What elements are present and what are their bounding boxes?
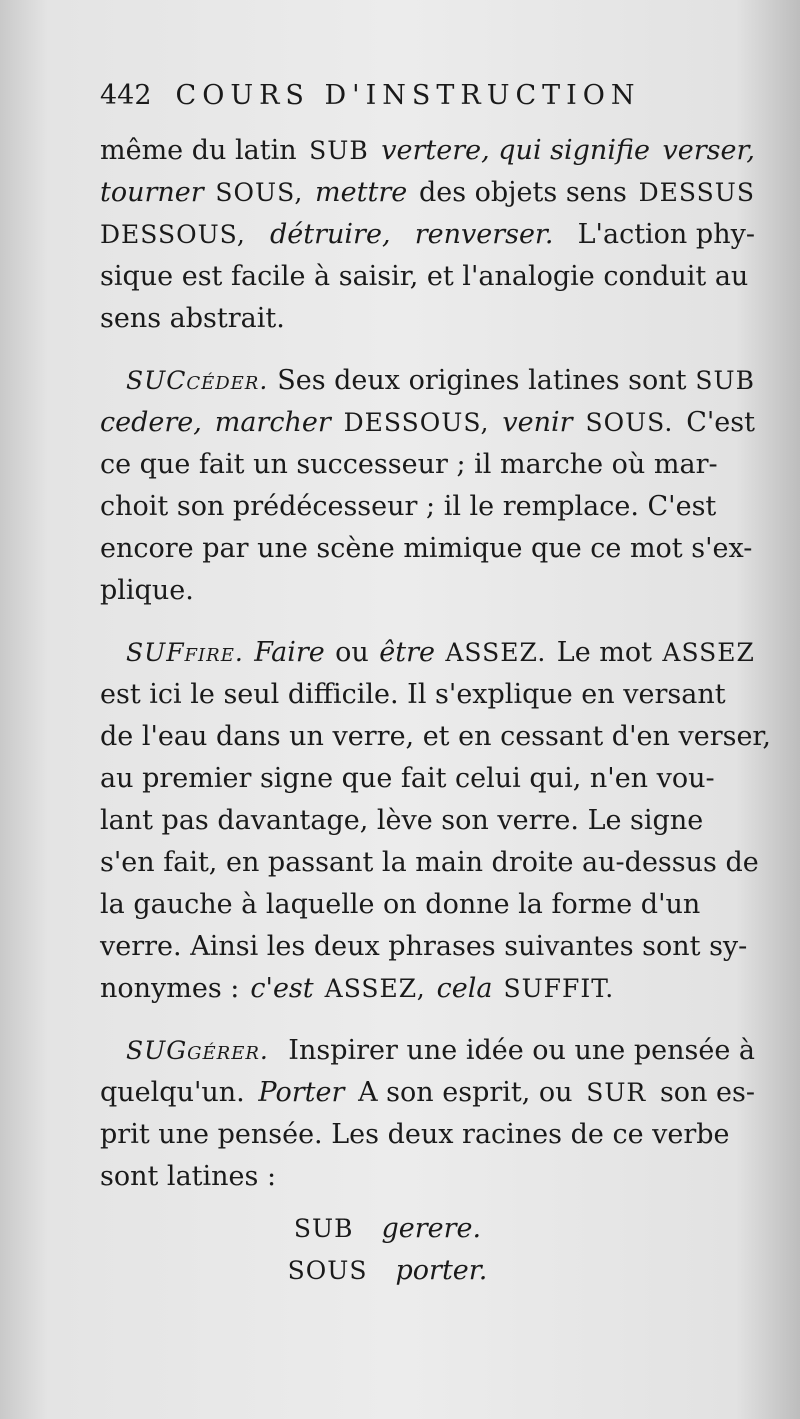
text-line: plique.: [100, 575, 194, 606]
text-line: de l'eau dans un verre, et en cessant d'en verser,: [100, 721, 771, 752]
page-number: 442: [100, 80, 152, 111]
text-line: s'en fait, en passant la main droite au-dessus de: [100, 847, 759, 878]
text-line: la gauche à laquelle on donne la forme d'un: [100, 889, 701, 920]
body-text: [100, 130, 771, 1292]
text-line: sont latines :: [100, 1161, 277, 1192]
text-line: tourner SOUS, mettre des objets sens DESSUS: [100, 177, 755, 208]
text-line: sens abstrait.: [100, 303, 285, 334]
running-title: COURS D'INSTRUCTION: [175, 80, 641, 111]
example-sub-gerere: SUB gerere.: [293, 1213, 482, 1244]
text-line: nonymes : c'est ASSEZ, cela SUFFIT.: [100, 973, 615, 1004]
text-line: ce que fait un successeur ; il marche où mar-: [100, 449, 718, 480]
text-line: même du latin SUB vertere, qui signifie verser,: [100, 135, 755, 166]
text-line: choit son prédécesseur ; il le remplace. C'est: [100, 491, 717, 522]
text-line: est ici le seul difficile. Il s'explique en versant: [100, 679, 726, 710]
text-line: quelqu'un. Porter A son esprit, ou SUR son es-: [100, 1077, 755, 1108]
text-line: au premier signe que fait celui qui, n'en vou-: [100, 763, 715, 794]
entry-suffire: SUFfire. Faire ou être ASSEZ. Le mot ASSEZ: [126, 637, 755, 668]
page-header: [100, 80, 755, 130]
text-line: lant pas davantage, lève son verre. Le signe: [100, 805, 704, 836]
text-line: cedere, marcher DESSOUS, venir SOUS. C'est: [100, 407, 755, 438]
text-line: verre. Ainsi les deux phrases suivantes sont sy-: [100, 931, 748, 962]
text-line: sique est facile à saisir, et l'analogie conduit au: [100, 261, 749, 292]
entry-succeder: SUCcéder. Ses deux origines latines sont SUB: [126, 365, 755, 396]
text-line: prit une pensée. Les deux racines de ce verbe: [100, 1119, 730, 1150]
text-line: encore par une scène mimique que ce mot s'ex-: [100, 533, 753, 564]
text-line: DESSOUS, détruire, renverser. L'action phy-: [100, 219, 755, 250]
entry-suggerer: SUGgérer. Inspirer une idée ou une pensée à: [126, 1035, 755, 1066]
book-page: [100, 80, 771, 1292]
example-sous-porter: SOUS porter.: [287, 1255, 488, 1286]
